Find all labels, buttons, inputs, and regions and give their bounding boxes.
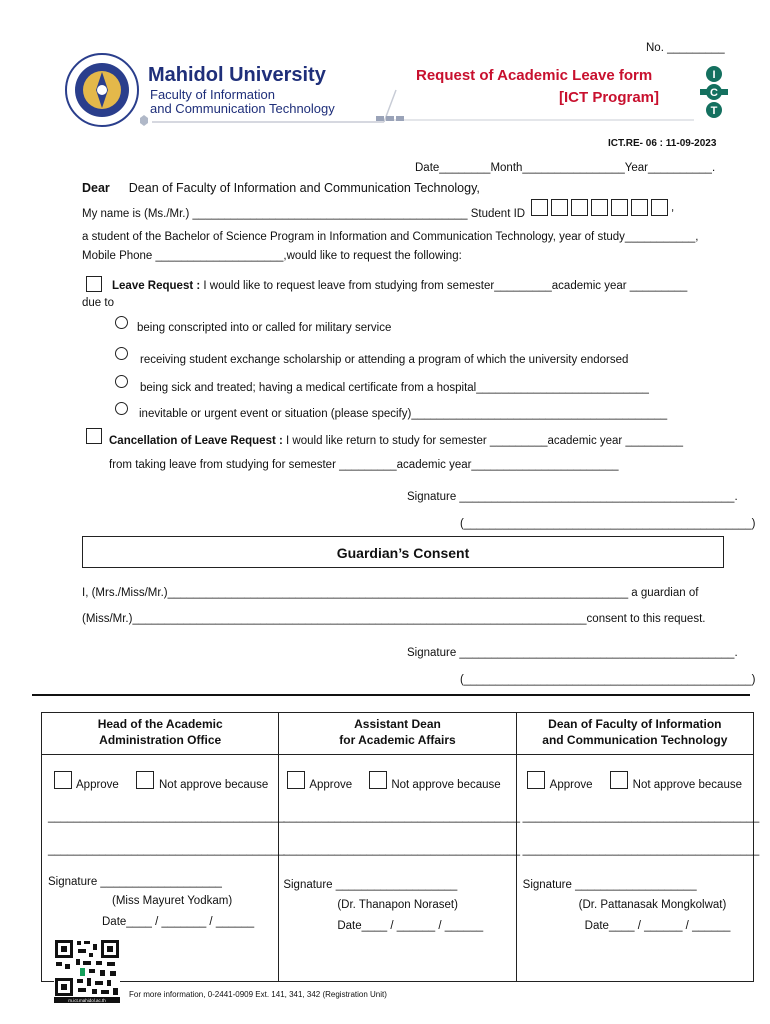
ict-letter-i: I xyxy=(712,69,716,81)
reason-radio[interactable] xyxy=(115,347,128,360)
reason-military: being conscripted into or called for military service xyxy=(137,322,392,334)
not-approve-label: Not approve because xyxy=(391,779,501,791)
date-line[interactable]: Date________Month________________Year__________. xyxy=(415,162,716,174)
faculty-line2: and Communication Technology xyxy=(150,101,335,116)
cancellation-text: I would like return to study for semester _________academic year _________ xyxy=(286,435,684,447)
cancellation-checkbox[interactable] xyxy=(86,428,102,444)
student-id-box[interactable] xyxy=(571,199,588,216)
approver-header: Head of the Academic Administration Office xyxy=(42,713,279,755)
form-title-line1: Request of Academic Leave form xyxy=(416,67,653,84)
guardian-name-line[interactable]: I, (Mrs./Miss/Mr.)________________________________________________________________________ a guardian of xyxy=(82,587,699,599)
approve-label: Approve xyxy=(549,779,593,791)
due-to-label: due to xyxy=(82,297,114,309)
student-signature[interactable]: Signature ___________________________________________. xyxy=(407,491,738,503)
form-title-line2: [ICT Program] xyxy=(559,89,660,106)
student-id-box[interactable] xyxy=(611,199,628,216)
approve-label: Approve xyxy=(309,779,353,791)
form-number: No. _________ xyxy=(646,42,725,54)
footer-contact: For more information, 0-2441-0909 Ext. 141, 341, 342 (Registration Unit) xyxy=(129,990,387,999)
approval-date[interactable]: Date____ / ______ / ______ xyxy=(584,920,731,932)
cancellation-line2[interactable]: from taking leave from studying for semester _________academic year_______________________ xyxy=(109,459,619,471)
document-code: ICT.RE- 06 : 11-09-2023 xyxy=(608,138,717,149)
approver-signature[interactable]: Signature ___________________ xyxy=(48,876,222,888)
approver-name: (Miss Mayuret Yodkam) xyxy=(112,895,233,907)
reason-blank[interactable]: _____________________________________ xyxy=(283,811,520,823)
reason-radio[interactable] xyxy=(115,402,128,415)
approver-signature[interactable]: Signature ___________________ xyxy=(522,879,697,891)
student-id-box[interactable] xyxy=(651,199,668,216)
reason-blank[interactable]: _____________________________________ xyxy=(48,844,285,856)
leave-request-text: I would like to request leave from studying from semester_________academic year _________ xyxy=(203,280,688,292)
student-id-box[interactable] xyxy=(631,199,648,216)
reason-blank[interactable]: _____________________________________ xyxy=(48,811,285,823)
student-id-box[interactable] xyxy=(551,199,568,216)
not-approve-checkbox[interactable] xyxy=(136,771,154,789)
approval-cell-dean xyxy=(516,755,760,982)
ict-letter-t: T xyxy=(710,105,718,117)
cancellation-label: Cancellation of Leave Request : xyxy=(109,435,283,447)
reason-blank[interactable]: _____________________________________ xyxy=(283,844,520,856)
leave-request-label: Leave Request : xyxy=(112,280,201,292)
section-divider xyxy=(32,694,750,696)
reason-radio[interactable] xyxy=(115,316,128,329)
mobile-phone-line[interactable]: Mobile Phone ____________________,would like to request the following: xyxy=(82,250,462,262)
mahidol-seal-icon xyxy=(64,52,140,128)
cancellation-line[interactable] xyxy=(109,435,683,447)
not-approve-checkbox[interactable] xyxy=(610,771,628,789)
approver-header: Dean of Faculty of Information and Communication Technology xyxy=(516,713,753,755)
reason-radio[interactable] xyxy=(115,375,128,388)
salutation xyxy=(82,181,480,195)
approve-checkbox[interactable] xyxy=(54,771,72,789)
approval-date[interactable]: Date____ / _______ / ______ xyxy=(102,916,255,928)
ict-logo-icon xyxy=(696,64,732,120)
approve-checkbox[interactable] xyxy=(287,771,305,789)
approve-label: Approve xyxy=(76,779,119,791)
reason-sick[interactable]: being sick and treated; having a medical certificate from a hospital___________________________ xyxy=(140,382,649,394)
student-program-line[interactable]: a student of the Bachelor of Science Program in Information and Communication Technology, year of study___________, xyxy=(82,231,699,243)
reason-exchange: receiving student exchange scholarship or attending a program of which the university endorsed xyxy=(140,354,629,366)
approver-signature[interactable]: Signature ___________________ xyxy=(283,879,458,891)
student-id-box[interactable] xyxy=(591,199,608,216)
ward-name-line[interactable]: (Miss/Mr.)_______________________________________________________________________consent to this request. xyxy=(82,613,706,625)
dear-recipient: Dean of Faculty of Information and Communication Technology, xyxy=(128,181,480,195)
qr-caption: m.ict.mahidol.ac.th xyxy=(68,998,106,1003)
not-approve-label: Not approve because xyxy=(632,779,742,791)
approver-name: (Dr. Pattanasak Mongkolwat) xyxy=(578,899,727,911)
approval-date[interactable]: Date____ / ______ / ______ xyxy=(337,920,484,932)
qr-code-icon xyxy=(54,939,120,1003)
name-line[interactable]: My name is (Ms./Mr.) ___________________________________________ Student ID xyxy=(82,208,526,220)
dear-label: Dear xyxy=(82,181,110,195)
student-id-boxes[interactable]: , xyxy=(531,199,674,216)
leave-request-checkbox[interactable] xyxy=(86,276,102,292)
faculty-line1: Faculty of Information xyxy=(150,87,275,102)
not-approve-label: Not approve because xyxy=(159,779,269,791)
not-approve-checkbox[interactable] xyxy=(369,771,387,789)
leave-request-line[interactable] xyxy=(112,280,687,292)
guardian-consent-title: Guardian’s Consent xyxy=(336,545,470,561)
ict-letter-c: C xyxy=(710,87,718,99)
reason-blank[interactable]: _____________________________________ xyxy=(522,811,760,823)
reason-blank[interactable]: _____________________________________ xyxy=(522,844,760,856)
approval-table xyxy=(41,712,760,982)
approver-header: Assistant Dean for Academic Affairs xyxy=(279,713,516,755)
reason-urgent[interactable]: inevitable or urgent event or situation (please specify)________________________________________ xyxy=(139,408,668,420)
approver-name: (Dr. Thanapon Noraset) xyxy=(337,899,458,911)
guardian-signature-name[interactable]: (_____________________________________________) xyxy=(460,674,756,686)
student-signature-name[interactable]: (_____________________________________________) xyxy=(460,518,756,530)
university-name: Mahidol University xyxy=(148,64,326,86)
guardian-signature[interactable]: Signature ___________________________________________. xyxy=(407,647,738,659)
approval-cell-assistant-dean xyxy=(279,755,520,982)
header-swoosh xyxy=(134,80,754,130)
student-id-box[interactable] xyxy=(531,199,548,216)
approve-checkbox[interactable] xyxy=(527,771,545,789)
